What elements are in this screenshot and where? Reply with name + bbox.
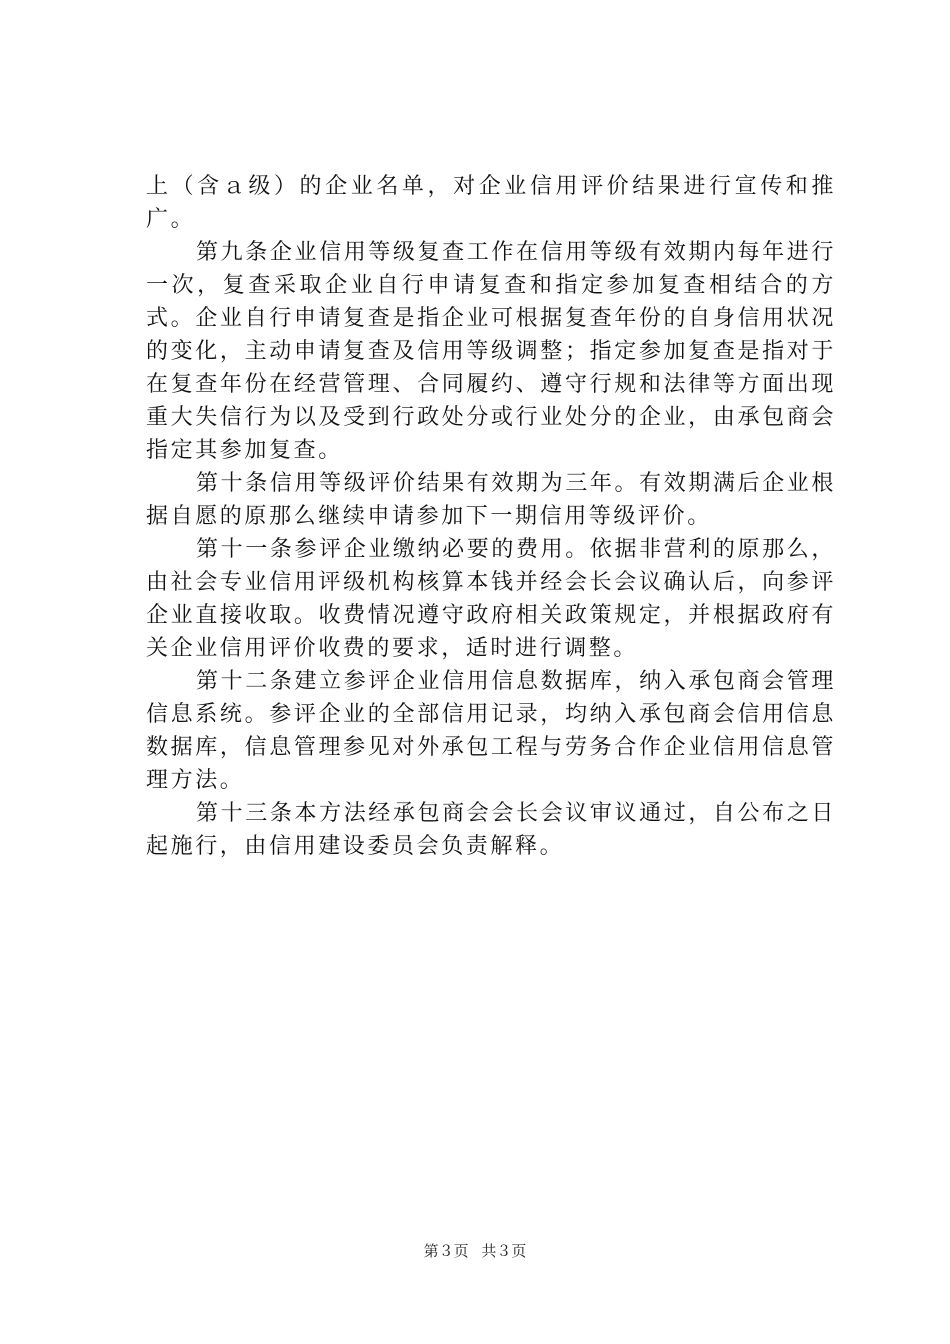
paragraph-article-10: 第十条信用等级评价结果有效期为三年。有效期满后企业根据自愿的原那么继续申请参加下一期信用等级评价。 [146, 471, 836, 529]
page-footer [0, 1240, 950, 1262]
page-number: 第３页 [423, 1242, 469, 1260]
document-body [146, 170, 836, 863]
paragraph-article-12: 第十二条建立参评企业信用信息数据库，纳入承包商会管理信息系统。参评企业的全部信用记录，均纳入承包商会信用信息数据库，信息管理参见对外承包工程与劳务合作企业信用信息管理方法。 [146, 669, 836, 793]
paragraph-continuation: 上（含ａ级）的企业名单，对企业信用评价结果进行宣传和推广。 [146, 174, 836, 232]
page-total: 共３页 [481, 1242, 527, 1260]
paragraph-article-13: 第十三条本方法经承包商会会长会议审议通过，自公布之日起施行，由信用建设委员会负责解释。 [146, 801, 836, 859]
paragraph-article-9: 第九条企业信用等级复查工作在信用等级有效期内每年进行一次，复查采取企业自行申请复查和指定参加复查相结合的方式。企业自行申请复查是指企业可根据复查年份的自身信用状况的变化，主动申请复查及信用等级调整；指定参加复查是指对于在复查年份在经营管理、合同履约、遵守行规和法律等方面出现重大失信行为以及受到行政处分或行业处分的企业，由承包商会指定其参加复查。 [146, 240, 836, 463]
paragraph-article-11: 第十一条参评企业缴纳必要的费用。依据非营利的原那么，由社会专业信用评级机构核算本钱并经会长会议确认后，向参评企业直接收取。收费情况遵守政府相关政策规定，并根据政府有关企业信用评价收费的要求，适时进行调整。 [146, 537, 836, 661]
